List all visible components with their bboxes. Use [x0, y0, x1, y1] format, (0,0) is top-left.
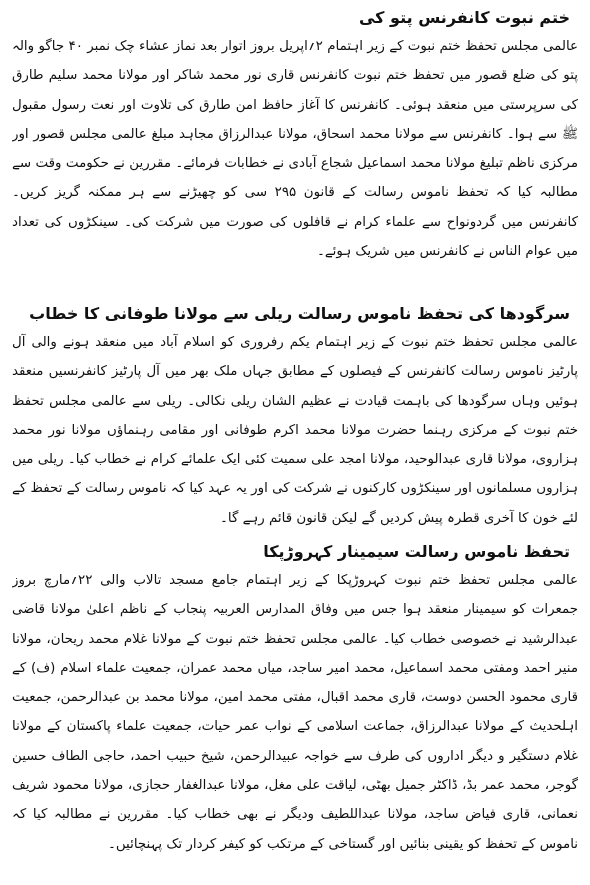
article-body: عالمی مجلس تحفظ ختم نبوت کے زیر اہتمام یکم رفروری کو اسلام آباد میں منعقد ہونے والی آل پارٹیز ناموس رسالت کانفرنس کے فیصلوں کے مطابق جہاں ملک بھر میں آل پارٹیز کانفرنسیں منعقد ہوئیں وہاں سرگودھا کی باہمت قیادت نے عظیم الشان ریلی نکالی۔ ریلی سے عالمی مجلس تحفظ ختم نبوت کے مرکزی رہنما حضرت مولانا محمد اکرم طوفانی اور مقامی رہنماؤں مولانا نور محمد ہزاروی، مولانا قاری عبدالوحید، مولانا امجد علی سمیت کئی ایک علمائے کرام نے خطاب کیا۔ ریلی میں ہزاروں مسلمانوں اور سینکڑوں کارکنوں نے شرکت کی اور یہ عہد کیا کہ ناموس رسالت کے تحفظ کے لئے خون کا آخری قطرہ پیش کردیں گے لیکن قانون قائم رہے گا۔	[12, 335, 578, 526]
article-body: عالمی مجلس تحفظ ختم نبوت کے زیر اہتمام ۲؍اپریل بروز اتوار بعد نماز عشاء چک نمبر ۴۰ جاگو والہ پتو کی ضلع قصور میں تحفظ ختم نبوت کانفرنس قاری نور محمد شاکر اور مولانا محمد سلیم طارق کی سرپرستی میں منعقد ہوئی۔ کانفرنس کا آغاز حافظ امن طارق کی تلاوت اور نعت رسول مقبول ﷺ سے ہوا۔ کانفرنس سے مولانا محمد اسحاق، مولانا عبدالرزاق مجاہد مبلغ عالمی مجلس قصور اور مرکزی ناظم تبلیغ مولانا محمد اسماعیل شجاع آبادی نے خطابات فرمائے۔ مقررین نے حکومت وقت سے مطالبہ کیا کہ تحفظ ناموس رسالت کے قانون ۲۹۵ سی کو چھیڑنے سے ہر ممکنہ گریز کریں۔ کانفرنس میں گردونواح سے علماء کرام نے قافلوں کی صورت میں شرکت کی۔ سینکڑوں کی تعداد میں عوام الناس نے کانفرنس میں شریک ہوئے۔	[12, 39, 578, 260]
article-heading: ختم نبوت کانفرنس پتو کی	[358, 8, 570, 27]
article-kehror-pakka-seminar	[12, 538, 578, 882]
article-khatm-e-nabuwat-conference-pattoki	[12, 4, 578, 300]
article-heading: تحفظ ناموس رسالت سیمینار کہروڑپکا	[263, 542, 570, 561]
article-body: عالمی مجلس تحفظ ختم نبوت کہروڑپکا کے زیر اہتمام جامع مسجد تالاب والی ۲۲؍مارچ بروز جمعرات کو سیمینار منعقد ہوا جس میں وفاق المدارس العربیہ پنجاب کے ناظم اعلیٰ مولانا قاضی عبدالرشید نے خصوصی خطاب کیا۔ عالمی مجلس تحفظ ختم نبوت کے مولانا غلام محمد ریحان، مولانا منیر احمد ومفتی محمد اسماعیل، محمد امیر ساجد، میاں محمد عمران، جمعیت علماء اسلام (ف) کے قاری محمود الحسن دوست، قاری محمد اقبال، مفتی محمد امین، مولانا محمد بن عبدالرحمن، جمعیت اہلحدیث کے مولانا عبدالرزاق، جماعت اسلامی کے نواب عمر حیات، جمعیت علماء پاکستان کے مولانا غلام دستگیر و دیگر اداروں کی طرف سے خواجہ عبیدالرحمن، شیخ حبیب احمد، حاجی الطاف حسین گوجر، محمد عمر بڈ، ڈاکٹر جمیل بھٹی، لیاقت علی مغل، مولانا عبدالغفار حجازی، مولانا محمود شریف نعمانی، قاری فیاض ساجد، مولانا عبداللطیف ودیگر نے بھی خطاب کیا۔ مقررین نے مطالبہ کیا کہ ناموس کے تحفظ کو یقینی بنائیں اور گستاخی کے مرتکب کو کیفر کردار تک پہنچائیں۔	[12, 573, 578, 852]
magazine-page	[12, 4, 578, 882]
article-sargodha-rally	[12, 300, 578, 538]
article-heading: سرگودھا کی تحفظ ناموس رسالت ریلی سے مولانا طوفانی کا خطاب	[29, 304, 570, 323]
